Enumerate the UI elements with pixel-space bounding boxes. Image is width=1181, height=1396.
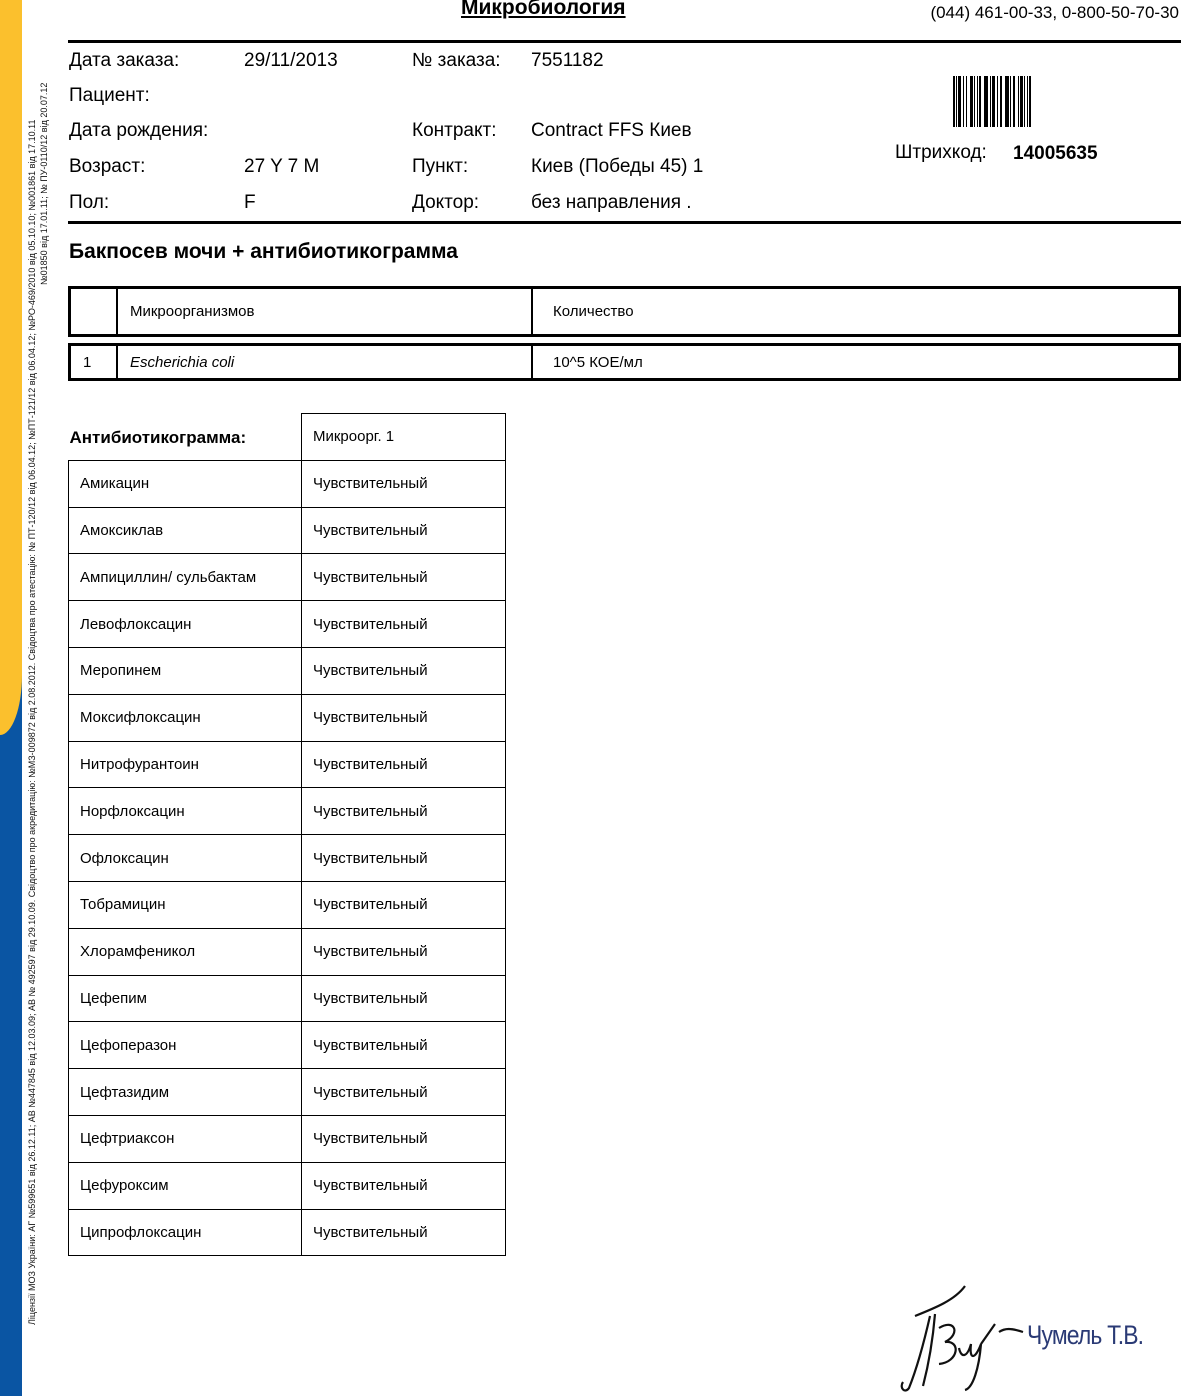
- cell-organism: Escherichia coli: [118, 346, 533, 378]
- sensitivity-result: Чувствительный: [302, 1069, 506, 1116]
- license-line: Ліцензії МОЗ України: АГ №599651 від 26.12.11; АВ №447845 від 12.03.09; АВ № 492597 від 29.10.09. Свідоцтво про акредитацію: №МЗ-009872 від 2.08.2012. Свідоцтва про атестацію: № ПТ-120/12 від 06.04.12; №ПТ-121/12 від 06.04.12; №РО-469/2010 від 05.10.10; №001861 від 17.10.11: [27, 119, 37, 1325]
- antibiotic-name: Тобрамицин: [69, 881, 302, 928]
- antibiogram-title: Антибиотикограмма:: [69, 427, 247, 447]
- antibiotic-name: Левофлоксацин: [69, 601, 302, 648]
- table-row: [69, 835, 506, 882]
- contract-label: Контракт:: [412, 120, 497, 141]
- signature-name: Чумель Т.В.: [1027, 1320, 1144, 1350]
- sensitivity-result: Чувствительный: [302, 1209, 506, 1256]
- antibiotic-name: Цефтазидим: [69, 1069, 302, 1116]
- doctor-value: без направления .: [531, 192, 692, 213]
- barcode-bar: [1031, 76, 1033, 127]
- age-value: 27 Y 7 M: [244, 156, 320, 177]
- table-row: [69, 741, 506, 788]
- antibiotic-name: Амикацин: [69, 460, 302, 507]
- sensitivity-result: Чувствительный: [302, 460, 506, 507]
- antibiotic-name: Цефоперазон: [69, 1022, 302, 1069]
- table-row: [69, 694, 506, 741]
- table-row: [69, 601, 506, 648]
- table-row: [69, 928, 506, 975]
- antibiogram-table: [68, 413, 506, 1256]
- antibiotic-name: Цефепим: [69, 975, 302, 1022]
- order-date: 29/11/2013: [244, 50, 338, 71]
- header-cell-quantity: Количество: [553, 303, 634, 320]
- license-text: [26, 15, 50, 1325]
- point-label: Пункт:: [412, 156, 469, 177]
- phone-numbers: (044) 461-00-33, 0-800-50-70-30: [930, 3, 1179, 22]
- antibiotic-name: Цефтриаксон: [69, 1115, 302, 1162]
- table-row: [69, 1069, 506, 1116]
- sensitivity-result: Чувствительный: [302, 1162, 506, 1209]
- signature-image: [895, 1278, 1035, 1396]
- contract-value: Contract FFS Киев: [531, 120, 692, 141]
- antibiotic-name: Амоксиклав: [69, 507, 302, 554]
- table-row: [69, 788, 506, 835]
- table-row: [69, 881, 506, 928]
- point-value: Киев (Победы 45) 1: [531, 156, 704, 177]
- table-row: [69, 1115, 506, 1162]
- table-row: [69, 1022, 506, 1069]
- header-cell-organism: Микроорганизмов: [118, 289, 533, 334]
- order-date-label: Дата заказа:: [69, 50, 180, 71]
- sensitivity-result: Чувствительный: [302, 1115, 506, 1162]
- brand-side-band: [0, 0, 22, 1396]
- sensitivity-result: Чувствительный: [302, 694, 506, 741]
- sensitivity-result: Чувствительный: [302, 1022, 506, 1069]
- license-line: №01850 від 17.01.11; № ПУ-0110/12 від 20.07.12: [39, 82, 49, 285]
- doctor-label: Доктор:: [412, 192, 480, 213]
- table-row: [69, 554, 506, 601]
- sensitivity-result: Чувствительный: [302, 507, 506, 554]
- antibiotic-name: Ампициллин/ сульбактам: [69, 554, 302, 601]
- antibiotic-name: Цефуроксим: [69, 1162, 302, 1209]
- antibiotic-name: Ципрофлоксацин: [69, 1209, 302, 1256]
- age-label: Возраст:: [69, 156, 146, 177]
- sensitivity-result: Чувствительный: [302, 928, 506, 975]
- sensitivity-result: Чувствительный: [302, 881, 506, 928]
- sensitivity-result: Чувствительный: [302, 835, 506, 882]
- antibiotic-name: Нитрофурантоин: [69, 741, 302, 788]
- order-number-label: № заказа:: [412, 50, 501, 71]
- antibiotic-name: Хлорамфеникол: [69, 928, 302, 975]
- order-number: 7551182: [531, 50, 604, 71]
- barcode-image: [953, 76, 1101, 127]
- page-title: Микробиология: [461, 0, 626, 19]
- sensitivity-result: Чувствительный: [302, 554, 506, 601]
- table-row: [69, 975, 506, 1022]
- divider: [68, 40, 1181, 43]
- column-header: Микроорг. 1: [302, 414, 506, 461]
- header-cell-index: [71, 289, 118, 334]
- antibiogram-header: [69, 414, 506, 461]
- divider: [68, 221, 1181, 224]
- table-row: [69, 1162, 506, 1209]
- barcode-label: Штрихкод:: [895, 142, 987, 163]
- sensitivity-result: Чувствительный: [302, 975, 506, 1022]
- cell-quantity: 10^5 КОЕ/мл: [553, 353, 643, 371]
- antibiotic-name: Норфлоксацин: [69, 788, 302, 835]
- birth-date-label: Дата рождения:: [69, 120, 209, 141]
- barcode-value: 14005635: [1013, 143, 1098, 164]
- sensitivity-result: Чувствительный: [302, 741, 506, 788]
- sensitivity-result: Чувствительный: [302, 601, 506, 648]
- antibiotic-name: Меропинем: [69, 647, 302, 694]
- patient-label: Пациент:: [69, 85, 150, 106]
- table-row: [68, 343, 1181, 381]
- cell-index: 1: [71, 346, 118, 378]
- sex-label: Пол:: [69, 192, 110, 213]
- antibiotic-name: Моксифлоксацин: [69, 694, 302, 741]
- table-row: [69, 460, 506, 507]
- sensitivity-result: Чувствительный: [302, 788, 506, 835]
- brand-yellow-shape: [0, 0, 22, 735]
- table-row: [69, 1209, 506, 1256]
- micro-table-header: [68, 286, 1181, 337]
- section-title: Бакпосев мочи + антибиотикограмма: [69, 240, 458, 263]
- sex-value: F: [244, 192, 256, 213]
- antibiotic-name: Офлоксацин: [69, 835, 302, 882]
- sensitivity-result: Чувствительный: [302, 647, 506, 694]
- table-row: [69, 647, 506, 694]
- table-row: [69, 507, 506, 554]
